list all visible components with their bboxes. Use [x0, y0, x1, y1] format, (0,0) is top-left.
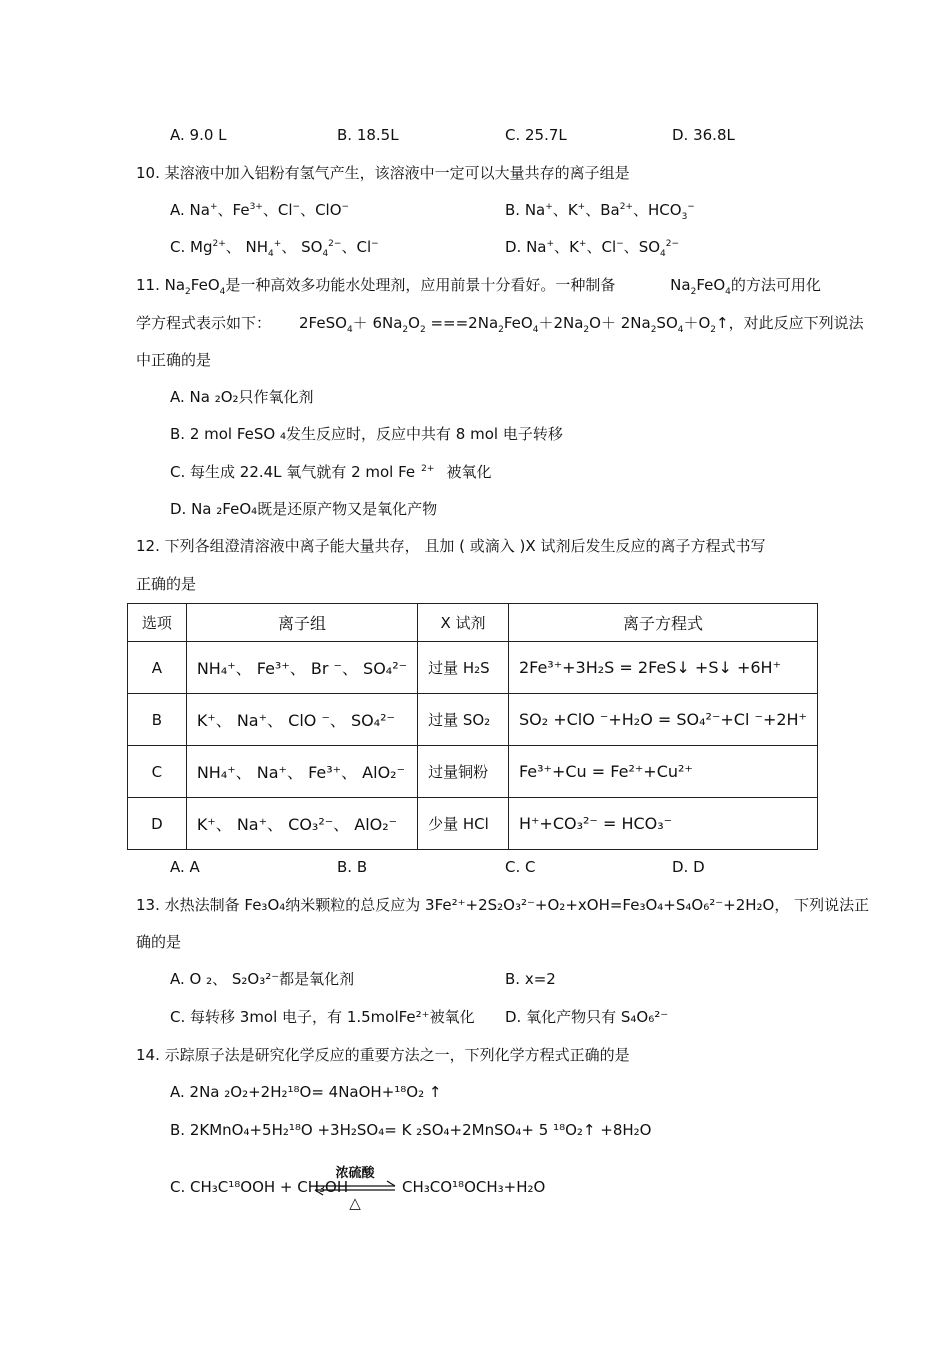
- q9-option-d: D. 36.8L: [672, 126, 735, 144]
- row-ion-group: K⁺、 Na⁺、 CO₃²⁻、 AlO₂⁻: [186, 798, 417, 850]
- column-header-option: 选项: [128, 604, 187, 642]
- q13-option-a: A. O ₂、 S₂O₃²⁻都是氧化剂: [170, 970, 355, 988]
- q13-stem-line2: 确的是: [136, 933, 182, 951]
- q10-option-d: D. Na+、K+、Cl−、$SO_4^{2-}$: [505, 238, 680, 259]
- q9-option-b: B. 18.5L: [337, 126, 399, 144]
- q12-option-b: B. B: [337, 858, 368, 876]
- row-ion-group: K⁺、 Na⁺、 ClO ⁻、 SO₄²⁻: [186, 694, 417, 746]
- q10-option-b: B. Na+、K+、$Ba^{2+}$、$HCO_3^-$: [505, 201, 695, 222]
- row-option: C: [128, 746, 187, 798]
- table-header-row: [128, 604, 818, 642]
- column-header-ionic-equation: 离子方程式: [508, 604, 817, 642]
- q10-option-c: C. $Mg^{2+}$、 $NH_4^+$、 $SO_4^{2-}$、Cl−: [170, 238, 379, 259]
- q13-option-b: B. x=2: [505, 970, 556, 988]
- q14-option-b: B. 2KMnO₄+5H₂¹⁸O +3H₂SO₄= K ₂SO₄+2MnSO₄+ 5 ¹⁸O₂↑ +8H₂O: [170, 1121, 652, 1139]
- q9-option-a: A. 9.0 L: [170, 126, 227, 144]
- q13-option-d: D. 氧化产物只有 S₄O₆²⁻: [505, 1008, 669, 1026]
- q11-option-c: C. 每生成 22.4L 氧气就有 2 mol Fe $^{2+}$ 被氧化: [170, 463, 492, 481]
- q12-option-c: C. C: [505, 858, 536, 876]
- table-row: [128, 798, 818, 850]
- column-header-ion-group: 离子组: [186, 604, 417, 642]
- table-row: [128, 694, 818, 746]
- q13-option-c: C. 每转移 3mol 电子，有 1.5molFe²⁺被氧化: [170, 1008, 475, 1026]
- q11-stem-line1: 11. $Na_2FeO_4$是一种高效多功能水处理剂，应用前景十分看好。一种制备 $Na_2FeO_4$的方法可用化: [136, 276, 821, 297]
- table-row: [128, 746, 818, 798]
- row-option: A: [128, 642, 187, 694]
- row-ionic-equation: SO₂ +ClO ⁻+H₂O = SO₄²⁻+Cl ⁻+2H⁺: [508, 694, 817, 746]
- q14-heat-symbol: △: [349, 1194, 361, 1212]
- row-ionic-equation: Fe³⁺+Cu = Fe²⁺+Cu²⁺: [508, 746, 817, 798]
- row-ion-group: NH₄⁺、 Na⁺、 Fe³⁺、 AlO₂⁻: [186, 746, 417, 798]
- row-option: D: [128, 798, 187, 850]
- q10-stem: 10. 某溶液中加入铝粉有氢气产生，该溶液中一定可以大量共存的离子组是: [136, 164, 630, 182]
- row-reagent: 过量 SO₂: [418, 694, 509, 746]
- q14-option-c-left: C. CH₃C¹⁸OOH + CH₃OH: [170, 1178, 349, 1196]
- q12-option-a: A. A: [170, 858, 200, 876]
- q11-option-b: B. 2 mol FeSO ₄发生反应时，反应中共有 8 mol 电子转移: [170, 425, 563, 443]
- q12-stem-line2: 正确的是: [136, 575, 197, 593]
- q13-stem-line1: 13. 水热法制备 Fe₃O₄纳米颗粒的总反应为 3Fe²⁺+2S₂O₃²⁻+O₂+xOH=Fe₃O₄+S₄O₆²⁻+2H₂O， 下列说法正: [136, 896, 870, 914]
- q9-option-c: C. 25.7L: [505, 126, 567, 144]
- q12-stem-line1: 12. 下列各组澄清溶液中离子能大量共存， 且加 ( 或滴入 )X 试剂后发生反应的离子方程式书写: [136, 537, 766, 555]
- row-reagent: 过量 H₂S: [418, 642, 509, 694]
- q11-option-d: D. Na ₂FeO₄既是还原产物又是氧化产物: [170, 500, 438, 518]
- q14-option-c-right: CH₃CO¹⁸OCH₃+H₂O: [402, 1178, 546, 1196]
- q11-stem-line2: 学方程式表示如下： 2FeSO$_4$＋ $6Na_2O_2 ===2Na_2FeO_4+2Na_2O+$ $2Na_2SO_4+O_2↑$，对此反应下列说法: [136, 314, 864, 335]
- q14-catalyst-label: 浓硫酸: [335, 1166, 375, 1181]
- column-header-reagent: X 试剂: [418, 604, 509, 642]
- q14-reaction-arrow: [311, 1166, 399, 1212]
- table-row: [128, 642, 818, 694]
- q14-stem: 14. 示踪原子法是研究化学反应的重要方法之一，下列化学方程式正确的是: [136, 1046, 630, 1064]
- row-reagent: 少量 HCl: [418, 798, 509, 850]
- row-option: B: [128, 694, 187, 746]
- row-reagent: 过量铜粉: [418, 746, 509, 798]
- q12-table: [127, 603, 818, 850]
- q10-option-a: A. Na+、$Fe^{3+}$、Cl−、ClO−: [170, 201, 350, 219]
- q14-option-a: A. 2Na ₂O₂+2H₂¹⁸O= 4NaOH+¹⁸O₂ ↑: [170, 1083, 442, 1101]
- row-ionic-equation: 2Fe³⁺+3H₂S = 2FeS↓ +S↓ +6H⁺: [508, 642, 817, 694]
- row-ion-group: NH₄⁺、 Fe³⁺、 Br ⁻、 SO₄²⁻: [186, 642, 417, 694]
- row-ionic-equation: H⁺+CO₃²⁻ = HCO₃⁻: [508, 798, 817, 850]
- q11-stem-line3: 中正确的是: [136, 351, 212, 369]
- q11-option-a: A. Na ₂O₂只作氧化剂: [170, 388, 314, 406]
- q12-option-d: D. D: [672, 858, 705, 876]
